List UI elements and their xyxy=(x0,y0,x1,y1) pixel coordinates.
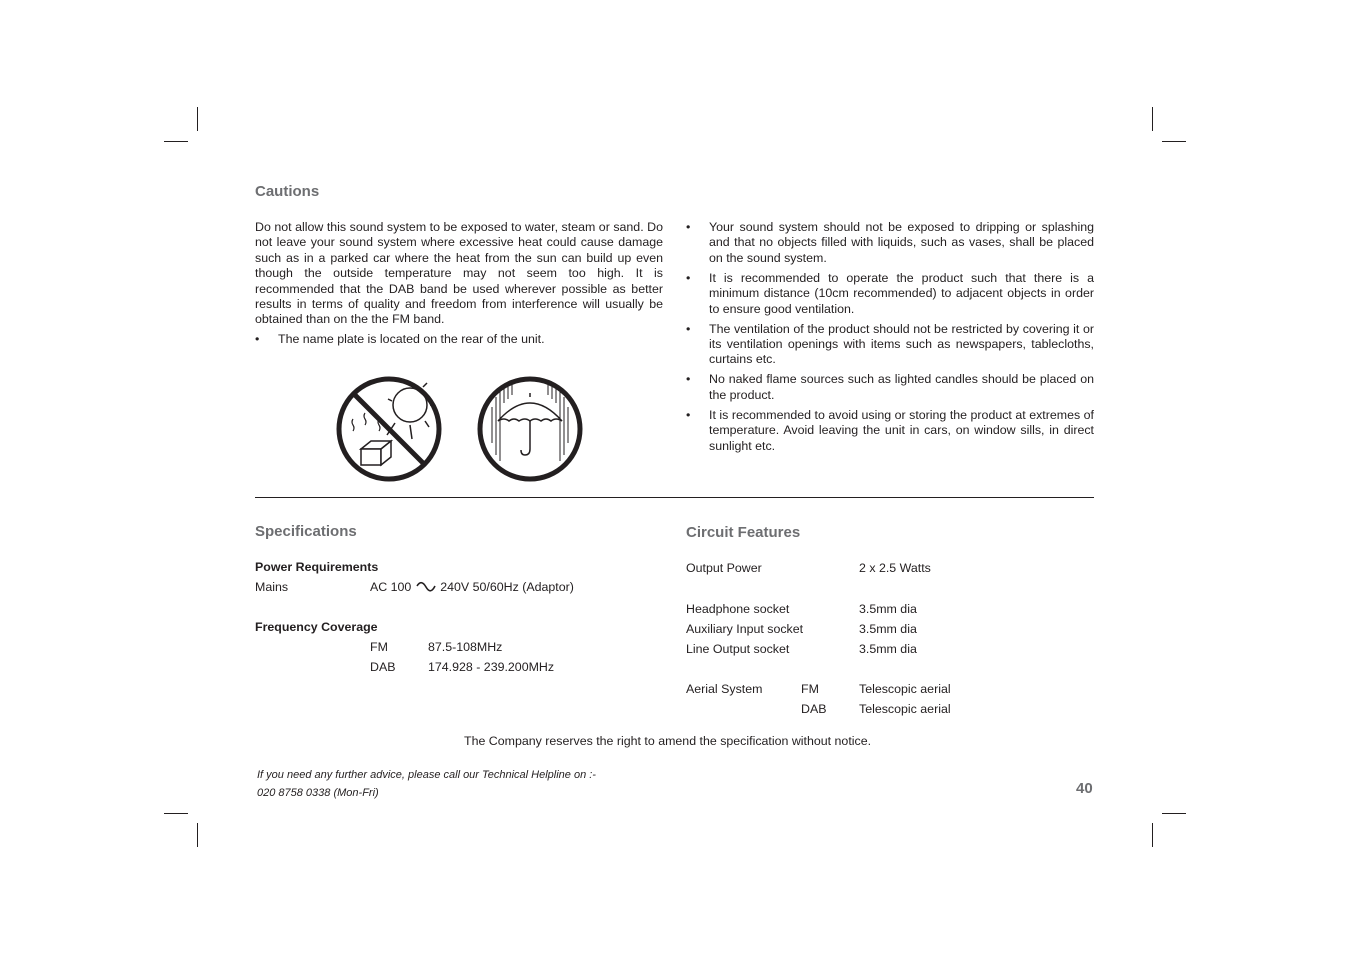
crop-mark xyxy=(1152,107,1153,131)
mains-label: Mains xyxy=(255,580,289,594)
crop-mark xyxy=(197,107,198,131)
helpline-text: If you need any further advice, please call our Technical Helpline on :- xyxy=(257,769,596,781)
section-divider xyxy=(255,497,1094,498)
keep-away-from-rain-icon xyxy=(476,375,584,483)
crop-mark xyxy=(1162,813,1186,814)
crop-mark xyxy=(164,141,188,142)
band-label: DAB xyxy=(370,660,396,674)
crop-mark xyxy=(164,813,188,814)
aerial-system-label: Aerial System xyxy=(686,682,763,696)
crop-mark xyxy=(1162,141,1186,142)
cautions-right-bullets xyxy=(686,220,1094,459)
ac-wave-icon xyxy=(416,581,436,593)
list-item xyxy=(255,332,663,347)
output-power-value: 2 x 2.5 Watts xyxy=(859,561,931,575)
frequency-coverage-heading: Frequency Coverage xyxy=(255,620,378,634)
bullet-text: No naked flame sources such as lighted candles should be placed on the product. xyxy=(709,372,1094,402)
band-range: 174.928 - 239.200MHz xyxy=(428,660,555,674)
aerial-value: Telescopic aerial xyxy=(859,702,951,716)
cautions-paragraph: Do not allow this sound system to be exposed to water, steam or sand. Do not leave your sound system where excessive heat could cause damage such as in a parked car where the heat from the sun can build up even though the outside temperature may not seem too high. It is recommended that the DAB band be used wherever possible as better results in terms of quality and freedom from interference will usually be obtained than on the the FM band. xyxy=(255,220,663,327)
aerial-band: DAB xyxy=(801,702,827,716)
socket-value: 3.5mm dia xyxy=(859,602,917,616)
list-item xyxy=(686,271,1094,317)
list-item xyxy=(686,408,1094,454)
power-requirements-heading: Power Requirements xyxy=(255,560,379,574)
list-item xyxy=(686,372,1094,403)
bullet-text: The ventilation of the product should not be restricted by covering it or its ventilation openings with items such as newspapers, tablecloths, curtains etc. xyxy=(709,321,1094,367)
bullet-marker: • xyxy=(686,372,691,387)
no-heat-sun-icon xyxy=(335,375,443,483)
aerial-value: Telescopic aerial xyxy=(859,682,951,696)
band-label: FM xyxy=(370,640,388,654)
bullet-marker: • xyxy=(255,332,260,346)
socket-value: 3.5mm dia xyxy=(859,642,917,656)
aerial-band: FM xyxy=(801,682,819,696)
socket-value: 3.5mm dia xyxy=(859,622,917,636)
bullet-marker: • xyxy=(686,407,691,422)
page-number: 40 xyxy=(1076,780,1093,797)
output-power-label: Output Power xyxy=(686,561,762,575)
bullet-text: It is recommended to avoid using or storing the product at extremes of temperature. Avoid leaving the unit in cars, on window sills, in direct sunlight etc. xyxy=(709,407,1094,453)
cautions-heading: Cautions xyxy=(255,183,320,200)
crop-mark xyxy=(197,823,198,847)
socket-label: Line Output socket xyxy=(686,642,790,656)
circuit-features-heading: Circuit Features xyxy=(686,524,801,541)
bullet-marker: • xyxy=(686,270,691,285)
helpline-number: 020 8758 0338 (Mon-Fri) xyxy=(257,787,379,799)
specification-notice: The Company reserves the right to amend the specification without notice. xyxy=(464,734,872,748)
bullet-text: It is recommended to operate the product such that there is a minimum distance (10cm recommended) to adjacent objects in order to ensure good ventilation. xyxy=(709,270,1094,316)
bullet-marker: • xyxy=(686,220,691,234)
socket-label: Headphone socket xyxy=(686,602,790,616)
list-item xyxy=(686,322,1094,368)
cautions-left-bullets xyxy=(255,332,663,352)
specifications-heading: Specifications xyxy=(255,523,357,540)
socket-label: Auxiliary Input socket xyxy=(686,622,804,636)
mains-value xyxy=(370,580,574,594)
bullet-marker: • xyxy=(686,321,691,336)
crop-mark xyxy=(1152,823,1153,847)
mains-value-prefix: AC 100 xyxy=(370,580,412,594)
band-range: 87.5-108MHz xyxy=(428,640,503,654)
bullet-text: The name plate is located on the rear of the unit. xyxy=(278,332,545,346)
bullet-text: Your sound system should not be exposed to dripping or splashing and that no objects filled with liquids, such as vases, shall be placed on the sound system. xyxy=(709,220,1094,265)
mains-value-suffix: 240V 50/60Hz (Adaptor) xyxy=(440,580,574,594)
list-item xyxy=(686,220,1094,266)
